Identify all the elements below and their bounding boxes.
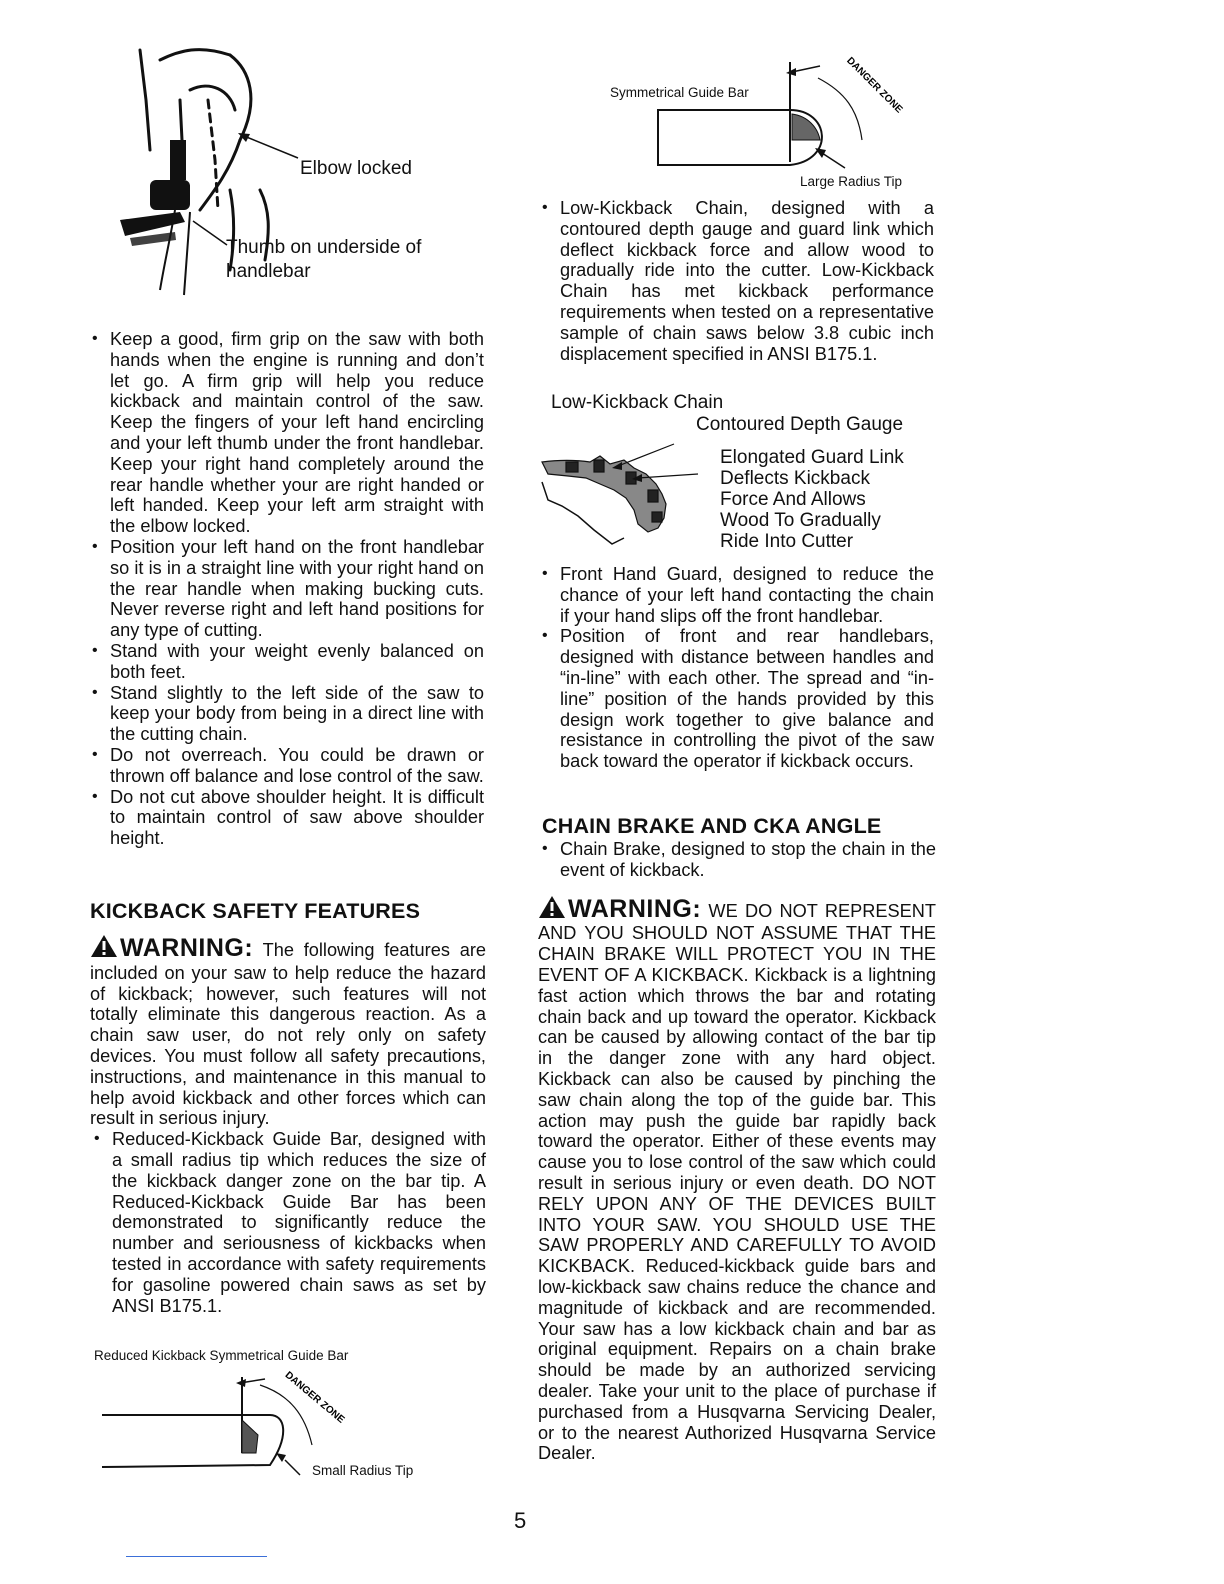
footer-link-underline (126, 1556, 267, 1557)
label-small-radius-tip: Small Radius Tip (312, 1463, 414, 1478)
bullet-item: • Position of front and rear handlebars, designed with distance between handles and “in-line” with each other. The spread and “in-line” position of the hands provided by this design work together to give balance and resistance in controlling the pivot of the saw back toward the operator if kickback occurs. (538, 626, 934, 772)
warning-label: WARNING: (120, 934, 254, 962)
grip-bullets-block (88, 329, 484, 849)
warning-label: WARNING: (568, 894, 702, 923)
page-number: 5 (514, 1508, 527, 1533)
bullet-item: • Chain Brake, designed to stop the chain in the event of kickback. (538, 839, 936, 881)
right-bullets-block (538, 564, 934, 772)
figure-title-low-kickback-chain: Low-Kickback Chain (551, 392, 724, 413)
label-elbow-locked: Elbow locked (300, 158, 412, 179)
label-thumb-line1: Thumb on underside of (226, 237, 422, 258)
bullet-item: • Stand with your weight evenly balanced on both feet. (88, 641, 484, 683)
label-large-radius-tip: Large Radius Tip (800, 174, 903, 189)
chain-diagram (538, 438, 738, 548)
figure-caption-symmetrical-bar: Symmetrical Guide Bar (610, 85, 749, 100)
elbow-arrow (232, 128, 302, 168)
kickback-bullet-list (90, 1129, 486, 1316)
right-bullet-list (538, 564, 934, 772)
label-guard-link-line: Force And Allows (720, 489, 866, 510)
bullet-item: • Keep a good, firm grip on the saw with both hands when the engine is running and don’t let go. A firm grip will help you reduce kickback and maintain control of the saw. Keep the fingers of your left hand encircling and your left thumb under the front handlebar. Keep your right hand completely around the rear handle whether your are right handed or left handed. Keep your left arm straight with the elbow locked. (88, 329, 484, 537)
kickback-section (90, 898, 486, 1316)
bullet-item: • Do not cut above shoulder height. It is difficult to maintain control of saw above shoulder height. (88, 787, 484, 849)
symmetrical-bar-diagram (640, 50, 920, 180)
label-guard-link-line: Deflects Kickback (720, 468, 870, 489)
chain-brake-section (538, 813, 936, 1464)
label-guard-link-line: Elongated Guard Link (720, 447, 904, 468)
low-kickback-block (538, 198, 934, 364)
label-guard-link-line: Wood To Gradually (720, 510, 881, 531)
bullet-item: • Low-Kickback Chain, designed with a contoured depth gauge and guard link which deflect kickback force and allow wood to gradually ride into the cutter. Low-Kickback Chain has met kickback performance requirements when tested on a representative sample of chain saws below 3.8 cubic inch displacement specified in ANSI B175.1. (538, 198, 934, 364)
chain-brake-bullet-list (538, 839, 936, 881)
low-kickback-list (538, 198, 934, 364)
warning-triangle-icon (538, 895, 566, 924)
danger-zone-label: DANGER ZONE (844, 55, 905, 116)
section-heading-chain-brake: CHAIN BRAKE AND CKA ANGLE (542, 814, 882, 838)
guard-link-labels (720, 447, 904, 552)
bullet-item: • Stand slightly to the left side of the saw to keep your body from being in a direct line with the cutting chain. (88, 683, 484, 745)
warning-triangle-icon (90, 934, 118, 963)
label-thumb-line2: handlebar (226, 261, 311, 282)
chain-brake-warning-paragraph (538, 895, 936, 1465)
bullet-item: • Position your left hand on the front handlebar so it is in a straight line with your right hand on the rear handle when making bucking cuts. Never reverse right and left hand positions for any type of cutting. (88, 537, 484, 641)
bullet-item: • Reduced-Kickback Guide Bar, designed with a small radius tip which reduces the size of the kickback danger zone on the bar tip. A Reduced-Kickback Guide Bar has been demonstrated to significantly reduce the number and seriousness of kickbacks when tested in accordance with safety requirements for gasoline powered chain saws as set by ANSI B175.1. (90, 1129, 486, 1316)
warning-text: The following features are included on your saw to help reduce the hazard of kickback; however, such features will not totally eliminate this dangerous reaction. As a chain saw user, do not rely only on safety devices. You must follow all safety precautions, instructions, and maintenance in this manual to help avoid kickback and other forces which can result in serious injury. (90, 940, 486, 1129)
bullet-item: • Do not overreach. You could be drawn or thrown off balance and lose control of the saw. (88, 745, 484, 787)
section-heading-kickback: KICKBACK SAFETY FEATURES (90, 899, 421, 923)
warning-text: WE DO NOT REPRESENT AND YOU SHOULD NOT ASSUME THAT THE CHAIN BRAKE WILL PROTECT YOU IN THE EVENT OF A KICKBACK. Kickback is a lightning fast action which throws the bar and rotating chain back and up toward the operator. Kickback can be caused by allowing contact of the bar tip in the danger zone with any hard object. Kickback can also be caused by pinching the saw chain along the top of the guide bar. This action may push the guide bar rapidly back toward the operator. Either of these events may cause you to lose control of the saw which could result in serious injury or even death. DO NOT RELY UPON ANY OF THE DEVICES BUILT INTO YOUR SAW. YOU SHOULD USE THE SAW PROPERLY AND CAREFULLY TO AVOID KICKBACK. Reduced-kickback guide bars and low-kickback saw chains reduce the chance and magnitude of kickback and are recommended. Your saw has a low kickback chain and bar as original equipment. Repairs on a chain brake should be made by an authorized servicing dealer. Take your unit to the place of purchase if purchased from a Husqvarna Servicing Dealer, or to the nearest Authorized Husqvarna Service Dealer. (538, 900, 936, 1464)
label-contoured-depth-gauge: Contoured Depth Gauge (696, 414, 904, 435)
figure-caption-reduced-bar: Reduced Kickback Symmetrical Guide Bar (94, 1348, 349, 1363)
grip-bullet-list (88, 329, 484, 849)
danger-zone-label: DANGER ZONE (282, 1369, 347, 1426)
kickback-warning-paragraph (90, 934, 486, 1129)
label-guard-link-line: Ride Into Cutter (720, 531, 854, 552)
bullet-item: • Front Hand Guard, designed to reduce the chance of your left hand contacting the chain if your hand slips off the front handlebar. (538, 564, 934, 626)
